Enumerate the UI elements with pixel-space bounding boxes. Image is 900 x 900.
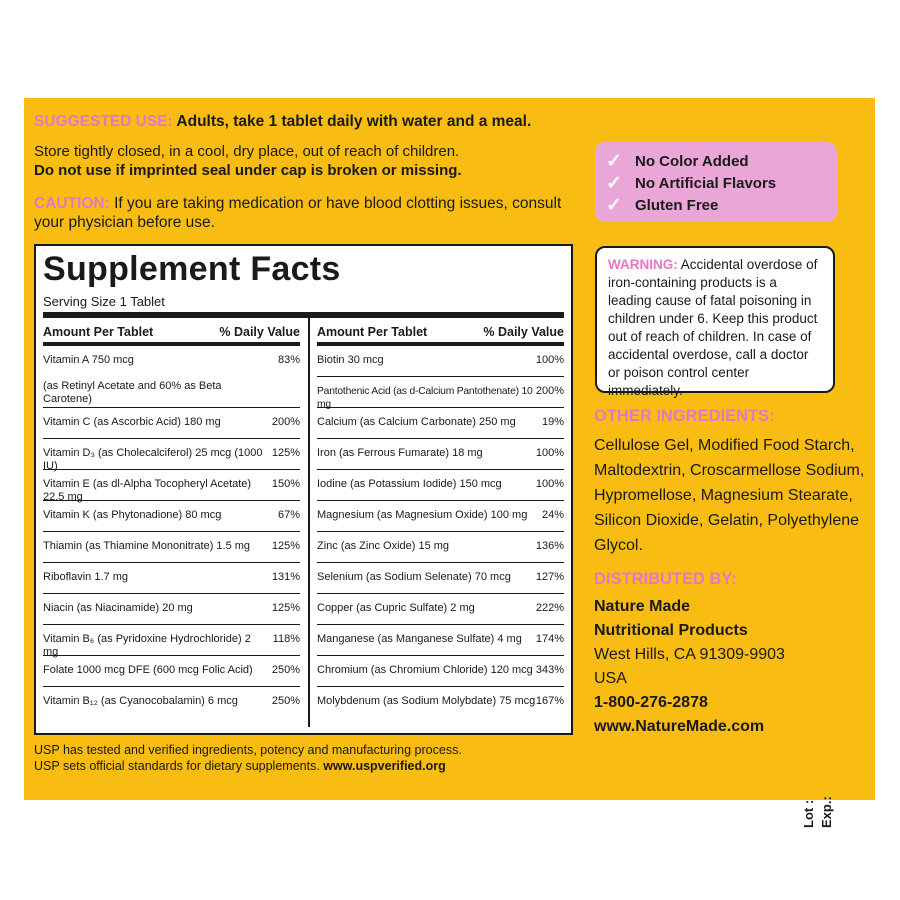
nutrient-row <box>43 408 300 439</box>
claim-label: No Artificial Flavors <box>635 175 777 192</box>
nutrient-name: Chromium (as Chromium Chloride) 120 mcg <box>317 664 533 676</box>
storage-line: Store tightly closed, in a cool, dry place, out of reach of children. <box>34 143 460 160</box>
nutrient-name: Manganese (as Manganese Sulfate) 4 mg <box>317 633 522 645</box>
exp-label: Exp.: <box>819 796 834 828</box>
nutrient-row <box>43 687 300 718</box>
other-ingredients-text: Cellulose Gel, Modified Food Starch, Maltodextrin, Croscarmellose Sodium, Hypromellose, Magnesium Stearate, Silicon Dioxide, Gelatin, Polyethylene Glycol. <box>594 437 865 554</box>
nutrient-row <box>43 625 300 656</box>
distributor-phone: 1-800-276-2878 <box>594 694 708 711</box>
nutrient-name: Iron (as Ferrous Fumarate) 18 mg <box>317 447 483 459</box>
nutrient-row <box>317 408 564 439</box>
supplement-facts-title: Supplement Facts <box>43 250 341 288</box>
nutrient-row <box>43 501 300 532</box>
daily-value-header: % Daily Value <box>483 325 564 339</box>
warning-text: Accidental overdose of iron-containing products is a leading cause of fatal poisoning in children under 6. Keep this product out of reach of children. In case of accidental overdose, call a doctor or poison control center immediately. <box>608 257 818 398</box>
nutrient-row <box>43 346 300 408</box>
nutrient-name: Copper (as Cupric Sulfate) 2 mg <box>317 602 475 614</box>
nutrient-name: Vitamin D₃ (as Cholecalciferol) 25 mcg (1000 IU) <box>43 447 263 472</box>
nutrient-name: Vitamin E (as dl-Alpha Tocopheryl Acetate) 22.5 mg <box>43 478 252 503</box>
distributed-by-heading: DISTRIBUTED BY: <box>594 570 737 588</box>
distributor-info <box>594 595 864 739</box>
amount-header: Amount Per Tablet <box>43 325 154 339</box>
usp-website: www.uspverified.org <box>323 759 446 773</box>
checkmark-icon: ✓ <box>606 195 622 216</box>
nutrient-row <box>43 594 300 625</box>
claim-item <box>603 150 749 173</box>
usp-verification <box>34 742 594 774</box>
warning-heading: WARNING: <box>608 257 678 272</box>
caution-heading: CAUTION: <box>34 195 110 212</box>
distributor-address: West Hills, CA 91309-9903 <box>594 646 785 663</box>
suggested-use <box>34 112 604 131</box>
claim-label: No Color Added <box>635 153 749 170</box>
nutrient-source: (as Retinyl Acetate and 60% as Beta Carotene) <box>43 380 222 405</box>
nutrient-row <box>43 470 300 501</box>
iron-warning-box <box>595 246 835 398</box>
nutrient-name: Folate 1000 mcg DFE (600 mcg Folic Acid) <box>43 664 253 676</box>
distributor-country: USA <box>594 670 627 687</box>
nutrient-row <box>317 501 564 532</box>
nutrient-row <box>317 625 564 656</box>
nutrient-row <box>43 563 300 594</box>
daily-value-header: % Daily Value <box>219 325 300 339</box>
distributor-name: Nature Made <box>594 598 691 615</box>
column-divider <box>308 312 310 727</box>
nutrient-name: Selenium (as Sodium Selenate) 70 mcg <box>317 571 511 583</box>
nutrient-dv: 83% <box>277 354 300 366</box>
nutrient-row <box>317 687 564 718</box>
supplement-facts-panel <box>34 244 573 735</box>
caution-text: If you are taking medication or have blood clotting issues, consult your physician before use. <box>34 195 562 231</box>
claim-item <box>603 194 718 217</box>
nutrient-row <box>317 346 564 377</box>
nutrient-row <box>317 439 564 470</box>
nutrient-row <box>317 656 564 687</box>
usp-line: USP has tested and verified ingredients, potency and manufacturing process. <box>34 743 462 757</box>
nutrient-name: Vitamin C (as Ascorbic Acid) 180 mg <box>43 416 221 428</box>
nutrient-dv: 200% <box>271 416 300 428</box>
claim-item <box>603 172 776 195</box>
nutrient-name: Iodine (as Potassium Iodide) 150 mcg <box>317 478 502 490</box>
nutrient-row <box>317 377 564 408</box>
nutrient-dv: 250% <box>271 664 300 676</box>
nutrient-name: Thiamin (as Thiamine Mononitrate) 1.5 mg <box>43 540 251 552</box>
suggested-use-heading: SUGGESTED USE: <box>34 113 173 130</box>
nutrient-dv: 200% <box>535 385 564 397</box>
nutrient-name: Vitamin B₆ (as Pyridoxine Hydrochloride) 2 mg <box>43 633 251 658</box>
usp-line-2 <box>34 758 594 774</box>
nutrient-name: Niacin (as Niacinamide) 20 mg <box>43 602 193 614</box>
distributor-name-2: Nutritional Products <box>594 622 748 639</box>
nutrient-dv: 127% <box>535 571 564 583</box>
nutrient-dv: 24% <box>541 509 564 521</box>
nutrient-name: Molybdenum (as Sodium Molybdate) 75 mcg <box>317 695 536 707</box>
checkmark-icon: ✓ <box>606 151 622 172</box>
nutrient-dv: 100% <box>535 447 564 459</box>
nutrient-row <box>317 532 564 563</box>
claim-label: Gluten Free <box>635 197 719 214</box>
nutrient-row <box>317 594 564 625</box>
nutrient-name: Pantothenic Acid (as d-Calcium Pantothenate) 10 mg <box>317 386 533 410</box>
nutrient-name: Calcium (as Calcium Carbonate) 250 mg <box>317 416 516 428</box>
caution <box>34 194 594 232</box>
nutrient-dv: 174% <box>535 633 564 645</box>
usp-standards-text: USP sets official standards for dietary supplements. <box>34 759 324 773</box>
distributor-website: www.NatureMade.com <box>594 718 765 735</box>
nutrient-dv: 343% <box>535 664 564 676</box>
nutrient-name: Vitamin B₁₂ (as Cyanocobalamin) 6 mcg <box>43 695 238 707</box>
nutrient-row <box>317 563 564 594</box>
nutrient-row <box>43 532 300 563</box>
nutrient-dv: 222% <box>535 602 564 614</box>
nutrient-dv: 167% <box>535 695 564 707</box>
nutrient-name: Magnesium (as Magnesium Oxide) 100 mg <box>317 509 528 521</box>
nutrient-dv: 125% <box>271 602 300 614</box>
nutrient-dv: 118% <box>272 633 300 645</box>
suggested-use-text: Adults, take 1 tablet daily with water and a meal. <box>172 113 532 130</box>
nutrient-name: Zinc (as Zinc Oxide) 15 mg <box>317 540 450 552</box>
nutrient-dv: 19% <box>541 416 564 428</box>
nutrient-name <box>43 354 268 406</box>
nutrient-dv: 125% <box>271 540 300 552</box>
column-header <box>317 318 564 346</box>
nutrient-amount: Vitamin A 750 mcg <box>43 354 134 366</box>
nutrient-dv: 125% <box>271 447 300 459</box>
nutrient-dv: 250% <box>271 695 300 707</box>
nutrient-row <box>317 470 564 501</box>
facts-column-left <box>43 318 300 718</box>
amount-header: Amount Per Tablet <box>317 325 428 339</box>
lot-exp-area <box>799 748 839 828</box>
facts-column-right <box>317 318 564 718</box>
nutrient-name: Vitamin K (as Phytonadione) 80 mcg <box>43 509 222 521</box>
other-ingredients-heading: OTHER INGREDIENTS: <box>594 407 775 425</box>
checkmark-icon: ✓ <box>606 173 622 194</box>
nutrient-name: Biotin 30 mcg <box>317 354 384 366</box>
nutrient-dv: 136% <box>535 540 564 552</box>
nutrient-dv: 150% <box>271 478 300 490</box>
seal-warning: Do not use if imprinted seal under cap is broken or missing. <box>34 162 462 179</box>
nutrient-name: Riboflavin 1.7 mg <box>43 571 128 583</box>
storage-instructions <box>34 142 604 180</box>
column-header <box>43 318 300 346</box>
nutrient-dv: 67% <box>277 509 300 521</box>
product-label-panel <box>24 98 875 828</box>
nutrient-row <box>43 439 300 470</box>
claims-badge <box>595 142 837 222</box>
lot-label: Lot : <box>801 799 816 828</box>
nutrient-row <box>43 656 300 687</box>
serving-size: Serving Size 1 Tablet <box>43 294 165 309</box>
nutrient-dv: 131% <box>271 571 300 583</box>
nutrient-dv: 100% <box>535 354 564 366</box>
nutrient-dv: 100% <box>535 478 564 490</box>
